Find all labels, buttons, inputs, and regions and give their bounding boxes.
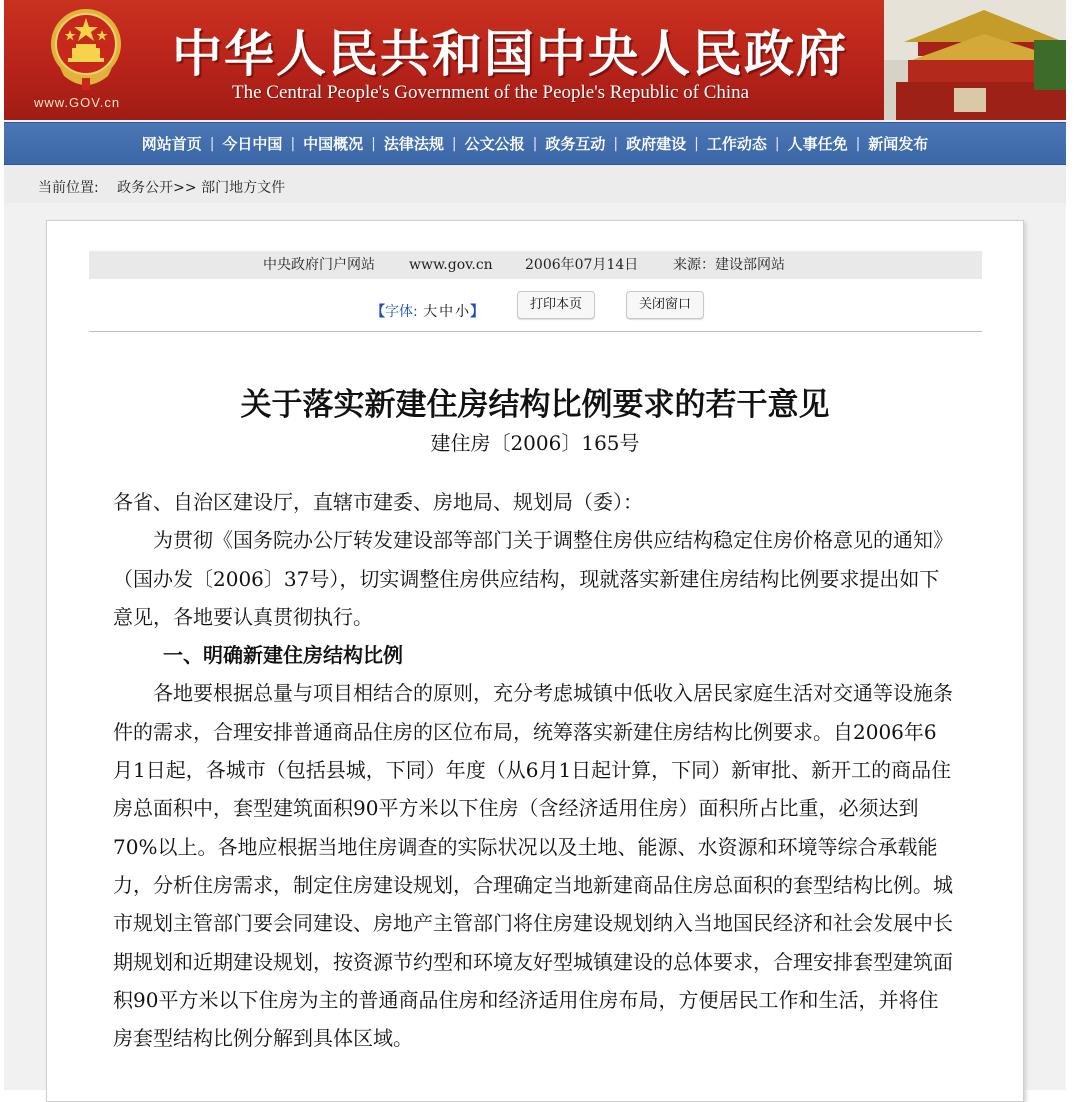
font-switcher-close-bracket: 】 xyxy=(470,304,485,320)
nav-item-gazette[interactable]: 公文公报 xyxy=(464,135,525,153)
nav-separator: | xyxy=(774,135,780,152)
site-title: 中华人民共和国中央人民政府 xyxy=(172,25,848,83)
nav-item-interaction[interactable]: 政务互动 xyxy=(545,135,606,153)
nav-item-laws[interactable]: 法律法规 xyxy=(383,135,444,153)
article-panel xyxy=(46,220,1024,1102)
nav-separator: | xyxy=(694,135,699,152)
article-meta-bar xyxy=(89,251,982,279)
font-size-switcher xyxy=(371,301,484,321)
nav-item-government[interactable]: 政府建设 xyxy=(626,135,687,153)
section-heading: 一、明确新建住房结构比例 xyxy=(163,643,403,668)
tiananmen-gate-icon xyxy=(884,0,1066,120)
nav-item-press[interactable]: 新闻发布 xyxy=(868,135,929,153)
meta-site: 中央政府门户网站 xyxy=(263,257,375,273)
page-frame xyxy=(4,0,1066,1090)
section-paragraph: 各地要根据总量与项目相结合的原则，充分考虑城镇中低收入居民家庭生活对交通等设施条件的需求，合理安排普通商品住房的区位布局，统筹落实新建住房结构比例要求。自2006年6月1日起，各城市（包括县城，下同）年度（从6月1日起计算，下同）新审批、新开工的商品住房总面积中，套型建筑面积90平方米以下住房（含经济适用住房）面积所占比重，必须达到70%以上。各地应根据当地住房调查的实际状况以及土地、能源、水资源和环境等综合承载能力，分析住房需求，制定住房建设规划，合理确定当地新建商品住房总面积的套型结构比例。城市规划主管部门要会同建设、房地产主管部门将住房建设规划纳入当地国民经济和社会发展中长期规划和近期建设规划，按资源节约型和环境友好型城镇建设的总体要求，合理安排套型建筑面积90平方米以下住房为主的普通商品住房和经济适用住房布局，方便居民工作和生活，并将住房套型结构比例分解到具体区域。 xyxy=(113,681,953,1051)
meta-site-url[interactable]: www.gov.cn xyxy=(409,257,493,273)
nav-item-appointments[interactable]: 人事任免 xyxy=(787,135,848,153)
nav-separator: | xyxy=(209,135,215,152)
font-size-small[interactable]: 小 xyxy=(455,304,470,320)
close-window-button[interactable]: 关闭窗口 xyxy=(626,291,704,319)
nav-item-home[interactable]: 网站首页 xyxy=(141,135,202,153)
national-emblem-icon xyxy=(46,6,126,92)
article-body xyxy=(113,483,953,1057)
document-number: 建住房〔2006〕165号 xyxy=(430,431,640,455)
nav-separator: | xyxy=(855,135,861,152)
main-navigation xyxy=(4,122,1066,165)
font-size-large[interactable]: 大 xyxy=(423,304,438,320)
meta-date: 2006年07月14日 xyxy=(525,257,639,273)
meta-source: 来源：建设部网站 xyxy=(673,257,785,273)
nav-separator: | xyxy=(371,135,376,152)
breadcrumb xyxy=(4,165,1066,203)
site-subtitle: The Central People's Government of the People's Republic of China xyxy=(232,82,750,103)
print-button[interactable]: 打印本页 xyxy=(517,291,595,319)
nav-item-today-china[interactable]: 今日中国 xyxy=(222,135,283,153)
font-size-label: 字体: xyxy=(385,304,418,320)
site-url-label: www.GOV.cn xyxy=(34,95,121,110)
nav-separator: | xyxy=(451,135,457,152)
nav-separator: | xyxy=(613,135,619,152)
divider xyxy=(89,331,982,332)
nav-separator: | xyxy=(532,135,538,152)
font-size-medium[interactable]: 中 xyxy=(439,304,454,320)
nav-separator: | xyxy=(290,135,296,152)
breadcrumb-label: 当前位置: xyxy=(38,180,99,196)
salutation: 各省、自治区建设厅，直辖市建委、房地局、规划局（委）： xyxy=(113,490,643,514)
font-switcher-open-bracket: 【 xyxy=(371,304,385,320)
nav-item-work-news[interactable]: 工作动态 xyxy=(706,135,767,153)
breadcrumb-path[interactable]: 政务公开>> 部门地方文件 xyxy=(117,180,286,196)
nav-item-china-overview[interactable]: 中国概况 xyxy=(303,135,364,153)
article-toolbar xyxy=(47,291,1023,325)
site-banner xyxy=(4,0,1066,120)
intro-paragraph: 为贯彻《国务院办公厅转发建设部等部门关于调整住房供应结构稳定住房价格意见的通知》（国办发〔2006〕37号），切实调整住房供应结构，现就落实新建住房结构比例要求提出如下意见，各地要认真贯彻执行。 xyxy=(113,528,953,629)
page-title: 关于落实新建住房结构比例要求的若干意见 xyxy=(240,387,830,423)
